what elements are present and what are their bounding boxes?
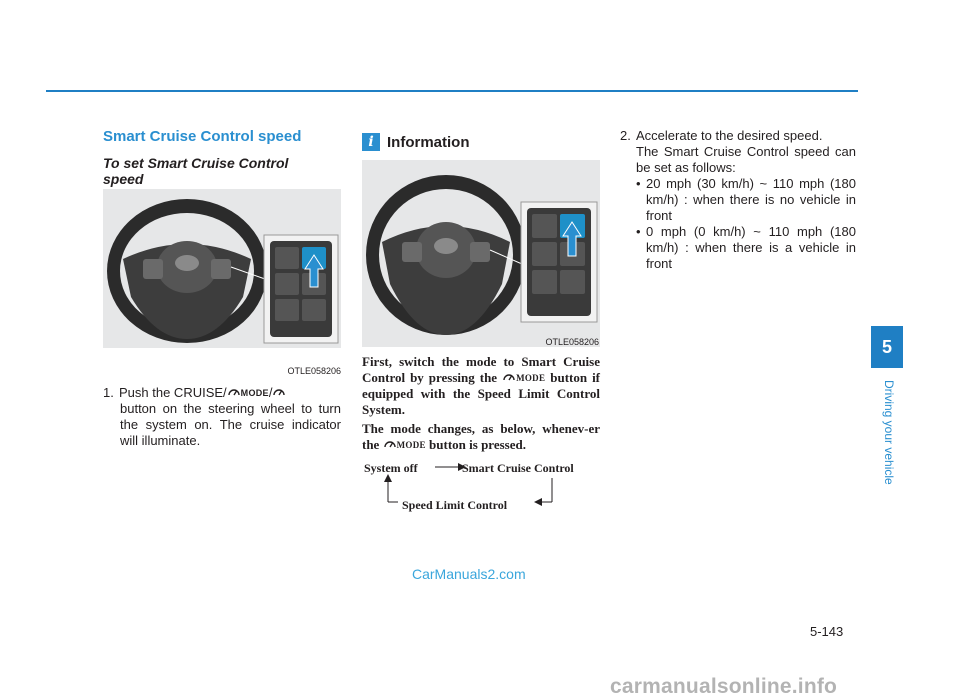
step-text-b: / (268, 385, 273, 400)
header-rule (46, 90, 858, 92)
mode-button-glyph: MODE (502, 370, 545, 386)
list-item: • 20 mph (30 km/h) ~ 110 mph (180 km/h) : when there is no vehicle in front (636, 176, 856, 224)
chapter-title: Driving your vehicle (882, 380, 896, 485)
cruise-button-glyph (272, 385, 286, 401)
list-item: • 0 mph (0 km/h) ~ 110 mph (180 km/h) : when there is a vehicle in front (636, 224, 856, 272)
page-number: 5-143 (810, 624, 844, 639)
step-1 (103, 385, 341, 449)
step-number: 1. (103, 385, 114, 400)
figure-code: OTLE058206 (545, 337, 599, 347)
info-paragraph-2: The mode changes, as below, whenev-er the MODE button is pressed. (362, 421, 600, 452)
flow-speed-limit: Speed Limit Control (402, 498, 508, 512)
info-icon: i (362, 133, 380, 151)
cruise-icon (227, 387, 241, 397)
cruise-icon (383, 439, 397, 449)
step-2-title: Accelerate to the desired speed. (636, 128, 823, 143)
steering-wheel-figure-1 (103, 189, 341, 348)
chapter-tab: 5 (871, 326, 903, 368)
cruise-icon (272, 387, 286, 397)
watermark: CarManuals2.com (412, 566, 526, 582)
info-paragraph-1: First, switch the mode to Smart Cruise Control by pressing the MODE button if equipped with the Speed Limit Control System. (362, 354, 601, 417)
cruise-icon (502, 372, 516, 382)
mode-button-glyph: MODE (383, 437, 426, 453)
speed-range-list (620, 176, 856, 272)
information-title: Information (387, 133, 470, 151)
flow-system-off: System off (364, 461, 418, 475)
step-number: 2. (620, 128, 631, 143)
right-column (620, 128, 856, 272)
footer-watermark: carmanualsonline.info (610, 675, 838, 698)
step-text-a: Push the CRUISE/ (119, 385, 227, 400)
section-title: Smart Cruise Control speed (103, 128, 302, 145)
subsection-title: To set Smart Cruise Control speed (103, 155, 289, 187)
step-text-c: button on the steering wheel to turn the system on. The cruise indicator will illuminate. (120, 401, 341, 448)
mode-button-glyph: MODE (227, 385, 269, 401)
mode-flow-diagram (362, 458, 600, 518)
left-column (103, 128, 341, 187)
steering-wheel-illustration (362, 160, 600, 347)
steering-wheel-illustration (103, 189, 341, 348)
step-2-paragraph: The Smart Cruise Control speed can be set as follows: (636, 144, 856, 175)
figure-code: OTLE058206 (287, 366, 341, 376)
information-header (362, 133, 470, 151)
steering-wheel-figure-2 (362, 160, 600, 347)
step-2 (620, 128, 856, 144)
flow-smart-cruise: Smart Cruise Control (462, 461, 574, 475)
